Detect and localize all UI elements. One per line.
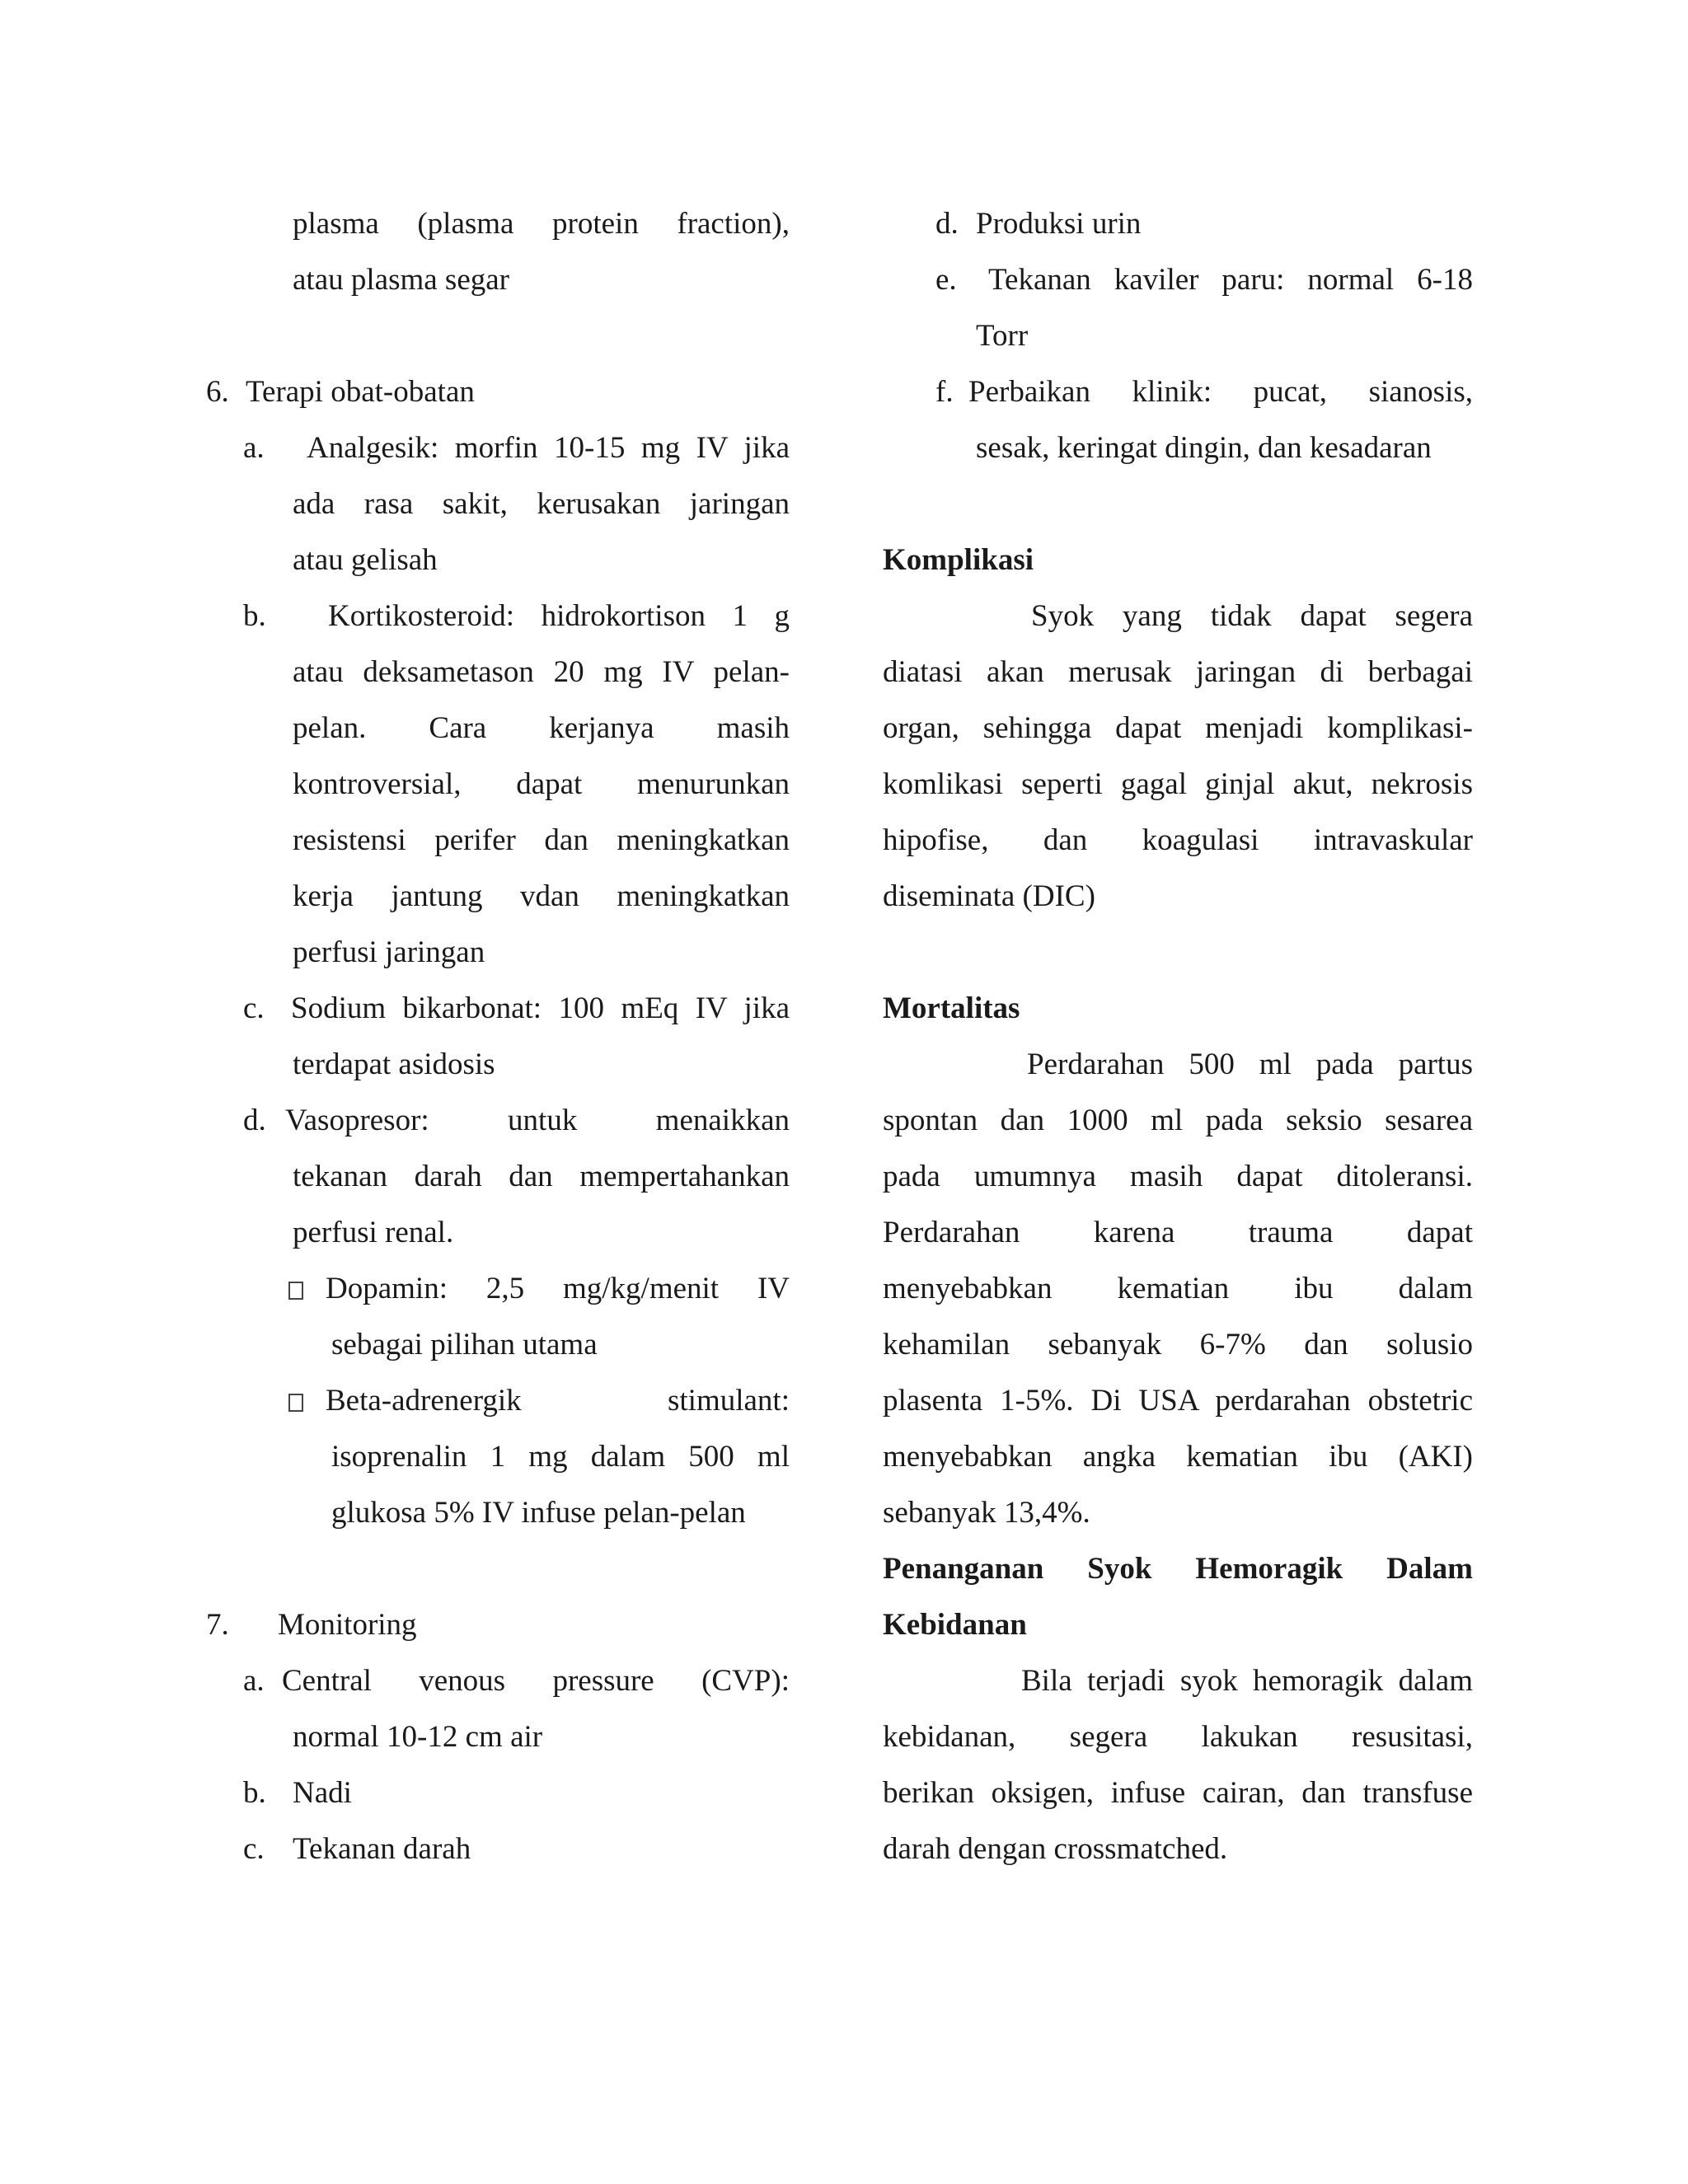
heading-line: Penanganan Syok Hemoragik Dalam bbox=[883, 1552, 1473, 1586]
list-marker: d. bbox=[935, 207, 959, 241]
text-line: menyebabkan angka kematian ibu (AKI) bbox=[883, 1440, 1473, 1474]
bullet-item bbox=[206, 1261, 790, 1317]
text-line: terdapat asidosis bbox=[293, 1047, 495, 1081]
section-title: Monitoring bbox=[278, 1608, 417, 1642]
text-line: perfusi jaringan bbox=[293, 935, 485, 969]
list-marker: e. bbox=[935, 263, 957, 297]
text-line: atau gelisah bbox=[293, 543, 438, 577]
text-line-wrap bbox=[883, 1765, 1473, 1821]
text-line-wrap bbox=[883, 308, 1473, 364]
text-line: Tekanan darah bbox=[293, 1832, 471, 1866]
text-line: ada rasa sakit, kerusakan jaringan bbox=[293, 487, 790, 521]
text-line-wrap bbox=[883, 420, 1473, 476]
text-line-wrap bbox=[206, 701, 790, 757]
text-line-wrap bbox=[883, 1709, 1473, 1765]
list-item-c bbox=[206, 1821, 790, 1877]
text-line: spontan dan 1000 ml pada seksio sesarea bbox=[883, 1104, 1473, 1137]
text-line: resistensi perifer dan meningkatkan bbox=[293, 823, 790, 857]
list-marker: c. bbox=[243, 1832, 265, 1866]
text-line-wrap bbox=[883, 1093, 1473, 1149]
text-line-wrap bbox=[883, 1429, 1473, 1485]
text-line: Syok yang tidak dapat segera bbox=[1031, 599, 1473, 633]
square-bullet-icon bbox=[288, 1261, 303, 1317]
list-marker: c. bbox=[243, 991, 265, 1025]
text-line-wrap bbox=[206, 252, 790, 308]
text-line: normal 10-12 cm air bbox=[293, 1720, 543, 1754]
text-line-wrap bbox=[206, 1205, 790, 1261]
list-item-f bbox=[883, 364, 1473, 420]
text-line-wrap bbox=[206, 644, 790, 701]
text-line: darah dengan crossmatched. bbox=[883, 1832, 1228, 1866]
section-title: Terapi obat-obatan bbox=[246, 375, 475, 409]
section-7-header bbox=[206, 1597, 790, 1653]
text-line: kontroversial, dapat menurunkan bbox=[293, 767, 790, 801]
section-heading-komplikasi: Komplikasi bbox=[883, 543, 1034, 577]
text-line: tekanan darah dan mempertahankan bbox=[293, 1160, 790, 1193]
text-line-wrap bbox=[883, 701, 1473, 757]
text-line: Dopamin: 2,5 mg/kg/menit IV bbox=[326, 1272, 790, 1305]
list-item-b bbox=[206, 588, 790, 644]
text-line: kerja jantung vdan meningkatkan bbox=[293, 879, 790, 913]
text-line: Perdarahan karena trauma dapat bbox=[883, 1216, 1473, 1249]
section-number: 7. bbox=[206, 1608, 229, 1642]
paragraph-first-line bbox=[883, 1037, 1473, 1093]
list-item-e bbox=[883, 252, 1473, 308]
text-line-wrap bbox=[206, 1149, 790, 1205]
text-line-wrap bbox=[206, 1429, 790, 1485]
text-line-wrap bbox=[883, 757, 1473, 813]
list-item-a bbox=[206, 420, 790, 476]
text-line: atau deksametason 20 mg IV pelan- bbox=[293, 655, 790, 689]
section-heading-mortalitas: Mortalitas bbox=[883, 991, 1020, 1025]
text-line: perfusi renal. bbox=[293, 1216, 454, 1249]
list-marker: f. bbox=[935, 375, 954, 409]
text-line-wrap bbox=[206, 813, 790, 869]
text-line: kehamilan sebanyak 6-7% dan solusio bbox=[883, 1328, 1473, 1361]
text-line: Perdarahan 500 ml pada partus bbox=[1027, 1047, 1473, 1081]
paragraph-first-line bbox=[883, 588, 1473, 644]
text-line-wrap bbox=[883, 1261, 1473, 1317]
list-item-b bbox=[206, 1765, 790, 1821]
text-line: pelan. Cara kerjanya masih bbox=[293, 711, 790, 745]
list-item-d bbox=[883, 196, 1473, 252]
text-line: glukosa 5% IV infuse pelan-pelan bbox=[331, 1496, 746, 1530]
list-marker: b. bbox=[243, 1776, 266, 1810]
left-column bbox=[206, 196, 790, 1877]
text-line-wrap bbox=[206, 532, 790, 588]
list-item-a bbox=[206, 1653, 790, 1709]
section-heading-penanganan-cont: Kebidanan bbox=[883, 1608, 1027, 1642]
spacer bbox=[883, 925, 1473, 981]
text-line: menyebabkan kematian ibu dalam bbox=[883, 1272, 1473, 1305]
text-line: Nadi bbox=[293, 1776, 352, 1810]
text-line: Vasopresor: untuk menaikkan bbox=[285, 1104, 790, 1137]
text-line-wrap bbox=[883, 1205, 1473, 1261]
text-line-wrap bbox=[883, 644, 1473, 701]
text-line: berikan oksigen, infuse cairan, dan transfuse bbox=[883, 1776, 1473, 1810]
text-line: Kortikosteroid: hidrokortison 1 g bbox=[328, 599, 790, 633]
text-line-wrap bbox=[206, 757, 790, 813]
list-marker: d. bbox=[243, 1104, 266, 1137]
text-line: sebagai pilihan utama bbox=[331, 1328, 598, 1361]
list-marker: b. bbox=[243, 599, 266, 633]
text-line-wrap bbox=[206, 869, 790, 925]
spacer bbox=[206, 308, 790, 364]
spacer bbox=[883, 476, 1473, 532]
text-line: Central venous pressure (CVP): bbox=[282, 1664, 790, 1698]
text-line: plasenta 1-5%. Di USA perdarahan obstetric bbox=[883, 1384, 1473, 1418]
text-line-wrap bbox=[883, 1317, 1473, 1373]
text-line: kebidanan, segera lakukan resusitasi, bbox=[883, 1720, 1473, 1754]
bullet-item bbox=[206, 1373, 790, 1429]
text-line: Bila terjadi syok hemoragik dalam bbox=[1021, 1664, 1473, 1698]
text-line-wrap bbox=[883, 1149, 1473, 1205]
text-line: Torr bbox=[976, 319, 1029, 353]
text-line-wrap bbox=[206, 476, 790, 532]
text-line-wrap bbox=[206, 1317, 790, 1373]
list-marker: a. bbox=[243, 1664, 265, 1698]
text-line-wrap bbox=[883, 1821, 1473, 1877]
text-line: Beta-adrenergik stimulant: bbox=[326, 1384, 790, 1418]
section-6-header bbox=[206, 364, 790, 420]
text-line: Analgesik: morfin 10-15 mg IV jika bbox=[307, 431, 790, 465]
text-line-wrap bbox=[883, 1373, 1473, 1429]
text-line: Tekanan kaviler paru: normal 6-18 bbox=[988, 263, 1473, 297]
text-line: isoprenalin 1 mg dalam 500 ml bbox=[331, 1440, 790, 1474]
list-item-c bbox=[206, 981, 790, 1037]
text-line-wrap bbox=[883, 1485, 1473, 1541]
text-line: sebanyak 13,4%. bbox=[883, 1496, 1090, 1530]
text-line: sesak, keringat dingin, dan kesadaran bbox=[976, 431, 1432, 465]
text-line-wrap bbox=[206, 925, 790, 981]
text-line: Perbaikan klinik: pucat, sianosis, bbox=[968, 375, 1473, 409]
section-heading-penanganan bbox=[883, 1541, 1473, 1597]
right-column bbox=[883, 196, 1473, 1877]
plasma-continuation bbox=[206, 196, 790, 252]
text-line-wrap bbox=[883, 869, 1473, 925]
text-line: Produksi urin bbox=[976, 207, 1142, 241]
text-line-wrap bbox=[206, 1037, 790, 1093]
text-line-wrap bbox=[206, 1485, 790, 1541]
square-bullet-icon bbox=[288, 1373, 303, 1429]
paragraph-first-line bbox=[883, 1653, 1473, 1709]
text-line: diseminata (DIC) bbox=[883, 879, 1095, 913]
section-number: 6. bbox=[206, 375, 229, 409]
text-line: atau plasma segar bbox=[293, 263, 509, 297]
text-line: pada umumnya masih dapat ditoleransi. bbox=[883, 1160, 1473, 1193]
spacer bbox=[206, 1541, 790, 1597]
text-line-wrap bbox=[206, 1709, 790, 1765]
text-line: diatasi akan merusak jaringan di berbagai bbox=[883, 655, 1473, 689]
text-line: organ, sehingga dapat menjadi komplikasi- bbox=[883, 711, 1473, 745]
text-line: hipofise, dan koagulasi intravaskular bbox=[883, 823, 1473, 857]
text-line-wrap bbox=[883, 813, 1473, 869]
list-item-d bbox=[206, 1093, 790, 1149]
list-marker: a. bbox=[243, 431, 265, 465]
text-line: Sodium bikarbonat: 100 mEq IV jika bbox=[291, 991, 790, 1025]
text-line: plasma (plasma protein fraction), bbox=[293, 207, 790, 241]
text-line: komlikasi seperti gagal ginjal akut, nekrosis bbox=[883, 767, 1473, 801]
